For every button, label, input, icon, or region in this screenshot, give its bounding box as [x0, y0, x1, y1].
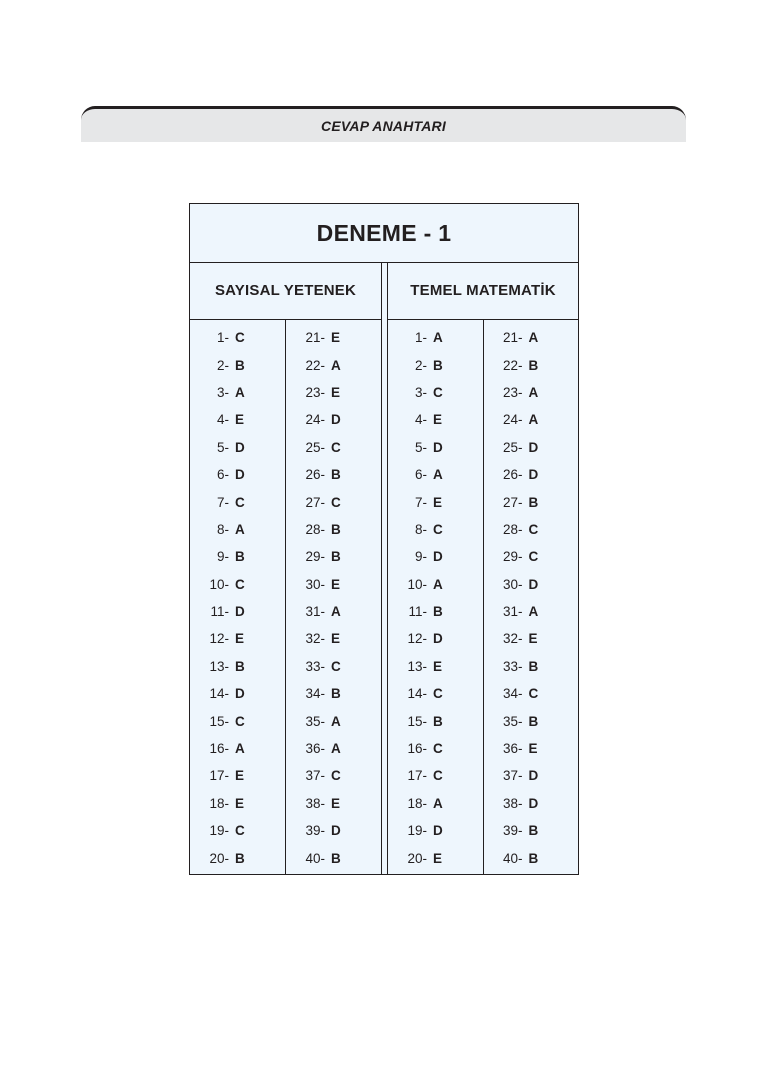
answer-row [286, 707, 381, 734]
question-number: 35- [305, 713, 325, 729]
answer-letter: C [235, 494, 245, 510]
answer-row [286, 488, 381, 515]
answer-row [484, 762, 579, 789]
question-number: 16- [407, 741, 427, 757]
answer-row [190, 790, 285, 817]
answer-row [388, 461, 483, 488]
answer-row [286, 735, 381, 762]
question-number: 19- [407, 823, 427, 839]
answer-letter: B [235, 357, 245, 373]
question-number: 26- [502, 467, 523, 483]
question-number: 36- [305, 741, 325, 757]
question-number: 2- [216, 357, 229, 373]
question-number: 9- [414, 549, 427, 565]
question-number: 9- [216, 549, 229, 565]
answer-row [286, 680, 381, 707]
section-title: SAYISAL YETENEK [214, 282, 357, 299]
answer-row [484, 406, 579, 433]
answer-row [286, 516, 381, 543]
question-number: 2- [414, 357, 427, 373]
question-number: 12- [209, 631, 229, 647]
question-number: 28- [305, 521, 325, 537]
answer-letter: E [433, 412, 443, 428]
question-number: 21- [305, 330, 325, 346]
answer-letter: A [331, 741, 341, 757]
question-number: 25- [305, 439, 325, 455]
question-number: 4- [414, 412, 427, 428]
answer-column [388, 320, 484, 874]
answer-row [484, 488, 579, 515]
answer-letter: B [331, 850, 341, 866]
question-number: 38- [305, 795, 325, 811]
answer-letter: E [528, 741, 538, 757]
answer-letter: B [433, 713, 443, 729]
answer-row [190, 707, 285, 734]
answer-letter: E [331, 795, 341, 811]
question-number: 31- [305, 604, 325, 620]
answer-row [286, 844, 381, 871]
section-header [388, 262, 578, 320]
section-header [190, 262, 381, 320]
answer-letter: C [433, 686, 443, 702]
question-number: 40- [502, 850, 523, 866]
answer-letter: C [331, 768, 341, 784]
answer-letter: D [528, 576, 539, 592]
answer-row [286, 379, 381, 406]
answer-letter: C [433, 768, 443, 784]
answer-row [190, 762, 285, 789]
answer-row [484, 461, 579, 488]
answer-letter: B [433, 357, 443, 373]
answer-letter: A [235, 741, 245, 757]
question-number: 28- [502, 521, 523, 537]
answer-letter: B [331, 686, 341, 702]
question-number: 7- [414, 494, 427, 510]
question-number: 16- [209, 741, 229, 757]
answer-letter: B [528, 357, 539, 373]
question-number: 18- [407, 795, 427, 811]
answer-row [190, 735, 285, 762]
question-number: 11- [408, 604, 427, 620]
answer-letter: D [528, 768, 539, 784]
answer-key-sheet [189, 203, 579, 875]
answer-row [388, 844, 483, 871]
answer-column [484, 320, 579, 874]
answer-letter: E [331, 631, 341, 647]
answer-letter: A [528, 330, 539, 346]
question-number: 35- [502, 713, 523, 729]
question-number: 34- [305, 686, 325, 702]
question-number: 32- [305, 631, 325, 647]
answer-column [190, 320, 286, 874]
answer-letter: C [331, 658, 341, 674]
answer-letter: E [235, 768, 245, 784]
answer-letter: E [331, 576, 341, 592]
answer-letter: D [528, 795, 539, 811]
question-number: 3- [414, 384, 427, 400]
answer-letter: D [235, 686, 245, 702]
question-number: 39- [502, 823, 523, 839]
answer-letter: A [528, 604, 539, 620]
question-number: 15- [407, 713, 427, 729]
question-number: 13- [407, 658, 427, 674]
answer-columns [190, 320, 381, 874]
answer-row [388, 707, 483, 734]
answer-letter: E [433, 494, 443, 510]
answer-row [190, 817, 285, 844]
answer-row [484, 571, 579, 598]
answer-letter: D [433, 631, 443, 647]
question-number: 19- [209, 823, 229, 839]
question-number: 29- [502, 549, 523, 565]
question-number: 37- [305, 768, 325, 784]
answer-row [190, 351, 285, 378]
question-number: 14- [407, 686, 427, 702]
answer-row [190, 680, 285, 707]
answer-row [484, 434, 579, 461]
answer-row [190, 653, 285, 680]
question-number: 23- [305, 384, 325, 400]
answer-letter: A [235, 521, 245, 537]
answer-row [190, 598, 285, 625]
answer-letter: B [331, 521, 341, 537]
banner-title: CEVAP ANAHTARI [321, 117, 446, 134]
answer-letter: C [235, 823, 245, 839]
question-number: 25- [502, 439, 523, 455]
answer-row [484, 379, 579, 406]
answer-letter: C [235, 576, 245, 592]
answer-row [388, 762, 483, 789]
answer-row [286, 461, 381, 488]
question-number: 6- [216, 467, 229, 483]
section-sayisal-yetenek [190, 262, 382, 874]
question-number: 33- [502, 658, 523, 674]
answer-row [388, 434, 483, 461]
answer-row [286, 543, 381, 570]
question-number: 31- [502, 604, 523, 620]
answer-columns [388, 320, 578, 874]
question-number: 29- [305, 549, 325, 565]
answer-row [190, 488, 285, 515]
answer-letter: E [331, 384, 341, 400]
question-number: 34- [502, 686, 523, 702]
answer-letter: A [331, 357, 341, 373]
answer-row [484, 790, 579, 817]
answer-letter: B [331, 549, 341, 565]
question-number: 10- [407, 576, 427, 592]
answer-letter: A [331, 713, 341, 729]
answer-row [190, 625, 285, 652]
question-number: 24- [305, 412, 325, 428]
answer-row [286, 653, 381, 680]
answer-letter: D [235, 467, 245, 483]
answer-letter: C [528, 521, 539, 537]
question-number: 10- [209, 576, 229, 592]
question-number: 32- [502, 631, 523, 647]
answer-letter: B [528, 850, 539, 866]
answer-letter: B [235, 549, 245, 565]
answer-row [484, 707, 579, 734]
answer-row [388, 817, 483, 844]
answer-letter: A [528, 384, 539, 400]
answer-column [286, 320, 381, 874]
answer-row [484, 351, 579, 378]
answer-row [388, 543, 483, 570]
answer-letter: E [433, 850, 443, 866]
answer-letter: D [433, 549, 443, 565]
question-number: 33- [305, 658, 325, 674]
answer-letter: C [235, 330, 245, 346]
answer-letter: D [433, 439, 443, 455]
answer-letter: C [528, 686, 539, 702]
question-number: 30- [502, 576, 523, 592]
answer-row [388, 680, 483, 707]
question-number: 5- [414, 439, 427, 455]
answer-letter: D [235, 604, 245, 620]
question-number: 11- [210, 604, 229, 620]
header-banner [81, 106, 686, 142]
question-number: 18- [209, 795, 229, 811]
question-number: 6- [414, 467, 427, 483]
answer-letter: B [528, 823, 539, 839]
answer-row [388, 598, 483, 625]
question-number: 20- [209, 850, 229, 866]
answer-row [286, 625, 381, 652]
deneme-header [190, 204, 578, 263]
answer-row [388, 351, 483, 378]
answer-row [484, 625, 579, 652]
answer-row [484, 324, 579, 351]
answer-row [484, 844, 579, 871]
question-number: 21- [502, 330, 523, 346]
answer-letter: B [235, 850, 245, 866]
answer-row [388, 625, 483, 652]
question-number: 30- [305, 576, 325, 592]
question-number: 22- [305, 357, 325, 373]
answer-row [484, 653, 579, 680]
answer-letter: C [235, 713, 245, 729]
answer-letter: D [331, 823, 341, 839]
answer-letter: D [235, 439, 245, 455]
answer-letter: A [528, 412, 539, 428]
answer-row [388, 516, 483, 543]
answer-row [286, 351, 381, 378]
answer-row [388, 488, 483, 515]
answer-row [190, 324, 285, 351]
answer-row [484, 516, 579, 543]
section-title: TEMEL MATEMATİK [410, 282, 556, 299]
section-temel-matematik [387, 262, 578, 874]
answer-row [286, 790, 381, 817]
answer-letter: A [433, 330, 443, 346]
answer-row [388, 571, 483, 598]
question-number: 1- [216, 330, 229, 346]
answer-letter: A [331, 604, 341, 620]
answer-row [190, 844, 285, 871]
answer-letter: A [433, 576, 443, 592]
answer-row [286, 406, 381, 433]
question-number: 26- [305, 467, 325, 483]
question-number: 22- [502, 357, 523, 373]
answer-letter: E [528, 631, 538, 647]
answer-row [388, 406, 483, 433]
answer-row [484, 680, 579, 707]
answer-letter: D [331, 412, 341, 428]
answer-row [484, 735, 579, 762]
answer-row [286, 324, 381, 351]
answer-letter: B [331, 467, 341, 483]
question-number: 27- [502, 494, 523, 510]
question-number: 14- [209, 686, 229, 702]
answer-row [286, 571, 381, 598]
answer-row [190, 543, 285, 570]
answer-row [286, 762, 381, 789]
answer-letter: C [331, 439, 341, 455]
question-number: 15- [209, 713, 229, 729]
answer-letter: C [331, 494, 341, 510]
question-number: 5- [216, 439, 229, 455]
answer-letter: C [528, 549, 539, 565]
answer-row [484, 543, 579, 570]
answer-row [388, 735, 483, 762]
answer-letter: B [433, 604, 443, 620]
answer-row [190, 379, 285, 406]
answer-letter: C [433, 741, 443, 757]
answer-letter: E [235, 795, 245, 811]
answer-letter: E [331, 330, 341, 346]
answer-letter: C [433, 384, 443, 400]
answer-letter: B [528, 658, 539, 674]
answer-row [484, 598, 579, 625]
question-number: 36- [502, 741, 523, 757]
answer-letter: A [433, 467, 443, 483]
answer-letter: E [433, 658, 443, 674]
question-number: 23- [502, 384, 523, 400]
answer-letter: D [528, 439, 539, 455]
answer-letter: D [528, 467, 539, 483]
answer-row [484, 817, 579, 844]
deneme-title: DENEME - 1 [316, 219, 452, 246]
question-number: 3- [216, 384, 229, 400]
question-number: 7- [216, 494, 229, 510]
answer-letter: D [433, 823, 443, 839]
question-number: 39- [305, 823, 325, 839]
answer-letter: E [235, 631, 245, 647]
question-number: 37- [502, 768, 523, 784]
answer-letter: A [235, 384, 245, 400]
question-number: 1- [414, 330, 427, 346]
answer-row [388, 379, 483, 406]
answer-row [388, 324, 483, 351]
question-number: 40- [305, 850, 325, 866]
answer-letter: A [433, 795, 443, 811]
answer-letter: B [528, 713, 539, 729]
question-number: 27- [305, 494, 325, 510]
answer-row [190, 461, 285, 488]
answer-row [388, 653, 483, 680]
answer-letter: B [528, 494, 539, 510]
question-number: 17- [209, 768, 229, 784]
answer-row [190, 434, 285, 461]
answer-row [190, 406, 285, 433]
question-number: 38- [502, 795, 523, 811]
answer-letter: E [235, 412, 245, 428]
question-number: 4- [216, 412, 229, 428]
answer-letter: B [235, 658, 245, 674]
answer-row [286, 598, 381, 625]
answer-row [286, 817, 381, 844]
answer-row [286, 434, 381, 461]
question-number: 24- [502, 412, 523, 428]
answer-row [190, 516, 285, 543]
question-number: 13- [209, 658, 229, 674]
question-number: 17- [407, 768, 427, 784]
answer-row [388, 790, 483, 817]
question-number: 12- [407, 631, 427, 647]
question-number: 8- [216, 521, 229, 537]
answer-row [190, 571, 285, 598]
answer-letter: C [433, 521, 443, 537]
question-number: 20- [407, 850, 427, 866]
question-number: 8- [414, 521, 427, 537]
